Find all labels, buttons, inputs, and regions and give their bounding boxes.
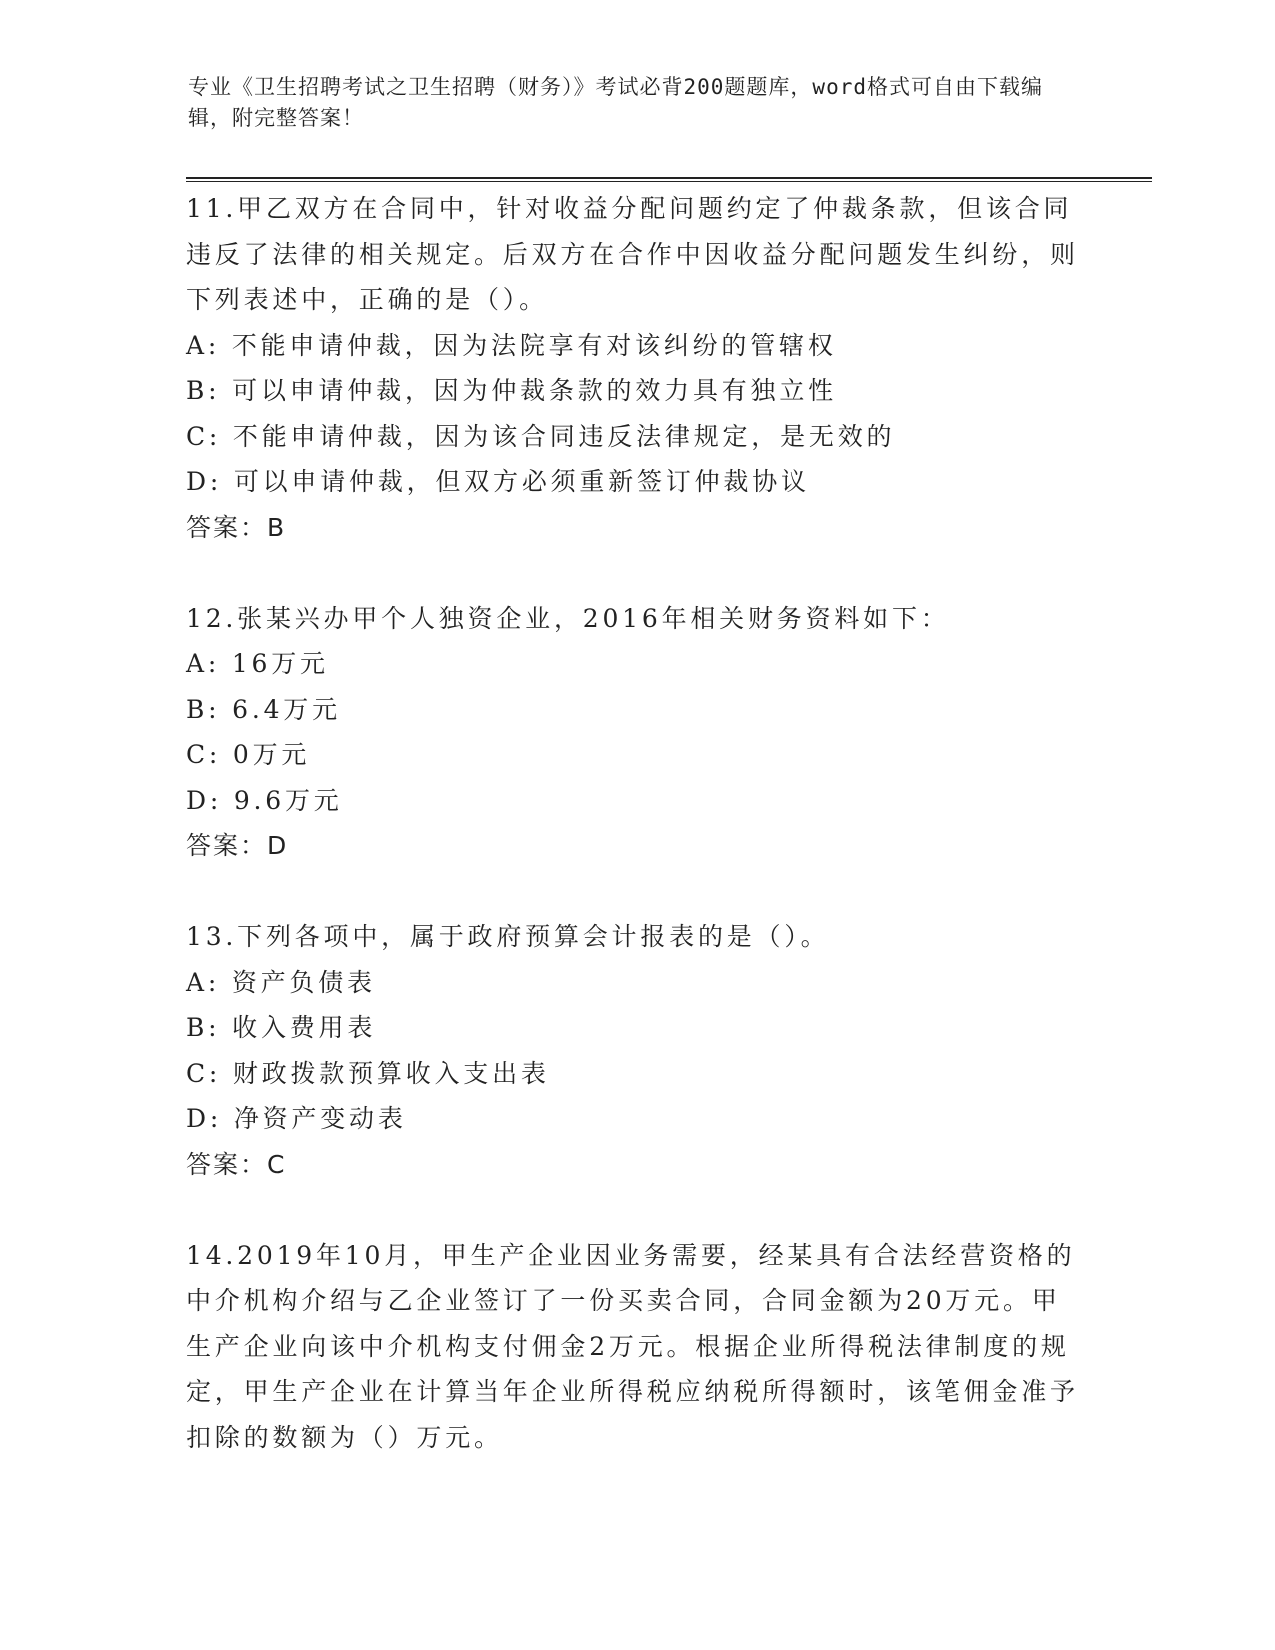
header-divider <box>186 177 1152 182</box>
option-a: A: 资产负债表 <box>186 967 376 997</box>
option-a: A: 不能申请仲裁，因为法院享有对该纠纷的管辖权 <box>186 330 837 360</box>
question-stem: 11.甲乙双方在合同中，针对收益分配问题约定了仲裁条款，但该合同违反了法律的相关规定。后双方在合作中因收益分配问题发生纠纷，则下列表述中，正确的是（）。 <box>186 194 1079 314</box>
option-d: D: 净资产变动表 <box>186 1104 407 1133</box>
option-b: B: 可以申请仲裁，因为仲裁条款的效力具有独立性 <box>186 376 837 405</box>
answer: 答案：D <box>186 831 289 860</box>
question-stem: 13.下列各项中，属于政府预算会计报表的是（）。 <box>186 922 830 951</box>
answer: 答案：C <box>186 1149 287 1179</box>
question-stem: 12.张某兴办甲个人独资企业，2016年相关财务资料如下： <box>186 603 950 633</box>
question-14 <box>186 1233 1086 1461</box>
document-header: 专业《卫生招聘考试之卫生招聘（财务）》考试必背200题题库，word格式可自由下载编辑，附完整答案！ <box>188 75 1043 130</box>
option-a: A: 16万元 <box>186 649 329 678</box>
option-c: C: 不能申请仲裁，因为该合同违反法律规定，是无效的 <box>186 421 896 451</box>
answer: 答案：B <box>186 512 287 542</box>
question-list <box>186 186 1086 1506</box>
question-12 <box>186 596 1086 869</box>
option-c: C: 0万元 <box>186 740 311 769</box>
option-b: B: 6.4万元 <box>186 694 341 724</box>
option-b: B: 收入费用表 <box>186 1013 377 1042</box>
question-stem: 14.2019年10月，甲生产企业因业务需要，经某具有合法经营资格的中介机构介绍与乙企业签订了一份买卖合同，合同金额为20万元。甲生产企业向该中介机构支付佣金2万元。根据企业所得税法律制度的规定，甲生产企业在计算当年企业所得税应纳税所得额时，该笔佣金准予扣除的数额为（）万元。 <box>186 1240 1079 1452</box>
option-d: D: 9.6万元 <box>186 785 343 815</box>
option-c: C: 财政拨款预算收入支出表 <box>186 1058 550 1088</box>
option-d: D: 可以申请仲裁，但双方必须重新签订仲裁协议 <box>186 467 810 496</box>
question-11 <box>186 186 1086 550</box>
question-13 <box>186 914 1086 1187</box>
